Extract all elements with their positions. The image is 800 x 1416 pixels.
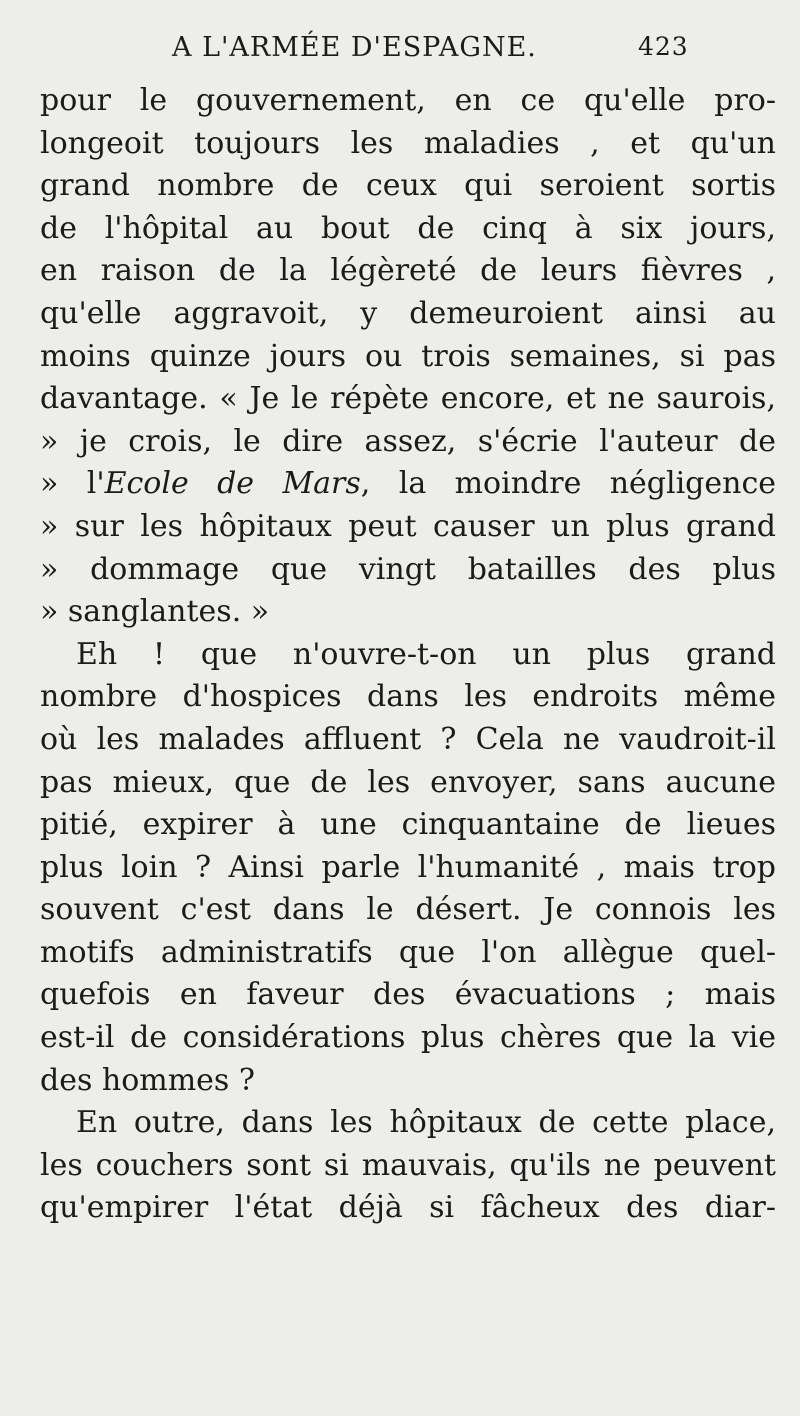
- text-line: [40, 463, 776, 506]
- text-line: davantage. « Je le répète encore, et ne saurois,: [40, 381, 776, 417]
- text-line: pour le gouvernement, en ce qu'elle pro-: [40, 83, 776, 118]
- text-line: » sur les hôpitaux peut causer un plus grand: [40, 508, 776, 544]
- text-line: longeoit toujours les maladies , et qu'un: [40, 125, 776, 161]
- text-line: où les malades affluent ? Cela ne vaudroit-il: [40, 721, 776, 757]
- text-line: pas mieux, que de les envoyer, sans aucune: [40, 764, 776, 800]
- running-header: [172, 32, 689, 63]
- paragraph-start-line: En outre, dans les hôpitaux de cette place,: [76, 1105, 776, 1141]
- text-line: des hommes ?: [40, 1062, 255, 1098]
- book-title: Ecole de Mars: [104, 466, 361, 502]
- text-line: les couchers sont si mauvais, qu'ils ne peuvent: [40, 1147, 776, 1183]
- text-line: pitié, expirer à une cinquantaine de lieues: [40, 807, 776, 843]
- text-line: quefois en faveur des évacuations ; mais: [40, 977, 776, 1013]
- text-line: motifs administratifs que l'on allègue quel-: [40, 934, 776, 970]
- text-line: grand nombre de ceux qui seroient sortis: [40, 168, 776, 204]
- text-line: en raison de la légèreté de leurs fièvres ,: [40, 253, 776, 289]
- text-line: souvent c'est dans le désert. Je connois les: [40, 892, 776, 928]
- paragraph-start-line: Eh ! que n'ouvre-t-on un plus grand: [76, 636, 776, 672]
- text-line: » sanglantes. »: [40, 594, 270, 630]
- text-line: moins quinze jours ou trois semaines, si pas: [40, 338, 776, 374]
- body-text: [40, 80, 776, 1230]
- text-line: est-il de considérations plus chères que la vie: [40, 1020, 776, 1056]
- page-number: 423: [638, 32, 689, 61]
- text-segment: » l': [40, 466, 105, 502]
- text-line: nombre d'hospices dans les endroits même: [40, 679, 776, 715]
- text-line: » dommage que vingt batailles des plus: [40, 551, 776, 587]
- text-line: plus loin ? Ainsi parle l'humanité , mais trop: [40, 849, 776, 885]
- text-line: qu'empirer l'état déjà si fâcheux des diar-: [40, 1190, 776, 1226]
- running-title: A L'ARMÉE D'ESPAGNE.: [172, 32, 537, 63]
- text-line: de l'hôpital au bout de cinq à six jours,: [40, 210, 776, 246]
- text-line: » je crois, le dire assez, s'écrie l'auteur de: [40, 423, 776, 459]
- text-line: qu'elle aggravoit, y demeuroient ainsi au: [40, 295, 776, 331]
- text-segment: , la moindre négligence: [360, 466, 776, 502]
